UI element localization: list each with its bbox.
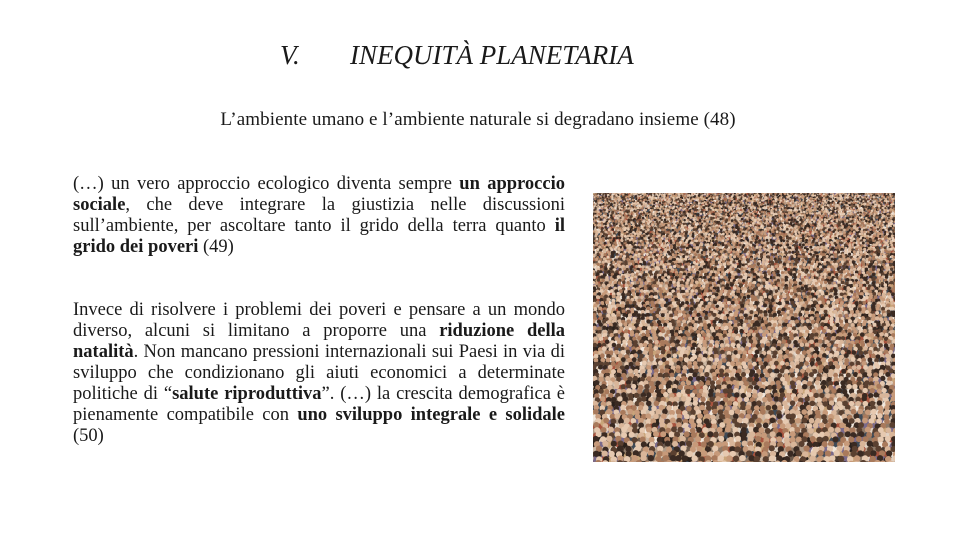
body-text: (…) un vero approccio ecologico diventa sempre xyxy=(73,174,460,194)
body-text: (49) xyxy=(198,237,234,257)
paragraph-social-approach xyxy=(73,174,565,258)
subtitle-text: L’ambiente umano e l’ambiente naturale si degradano insieme (48) xyxy=(220,109,736,130)
slide-subtitle xyxy=(0,109,960,131)
body-text: , che deve integrare la giustizia nelle discussioni sull’ambiente, per ascoltare tanto il grido della terra quanto xyxy=(73,195,565,236)
title-number: V. xyxy=(280,40,300,70)
body-text: Invece di risolvere i problemi dei poveri e pensare a un mondo diverso, alcuni si limitano a proporre una xyxy=(73,300,565,341)
emphasis-text: un approccio sociale xyxy=(73,174,565,215)
emphasis-text: riduzione della natalità xyxy=(73,321,566,362)
body-text: . Non mancano pressioni internazionali sui Paesi in via di sviluppo che condizionano gli aiuti economici a determinate politiche di “ xyxy=(73,342,565,404)
paragraph-natality xyxy=(73,300,565,447)
emphasis-text: salute riproduttiva xyxy=(172,384,322,404)
emphasis-text: uno sviluppo integrale e solidale xyxy=(297,405,566,425)
crowd-image xyxy=(593,193,895,462)
crowd-photo xyxy=(593,193,895,462)
emphasis-text: il grido dei poveri xyxy=(73,216,565,257)
body-text: ”. (…) la crescita demografica è pienamente compatibile con xyxy=(73,384,566,425)
title-text: INEQUITÀ PLANETARIA xyxy=(350,40,634,70)
body-text: (50) xyxy=(73,426,104,446)
